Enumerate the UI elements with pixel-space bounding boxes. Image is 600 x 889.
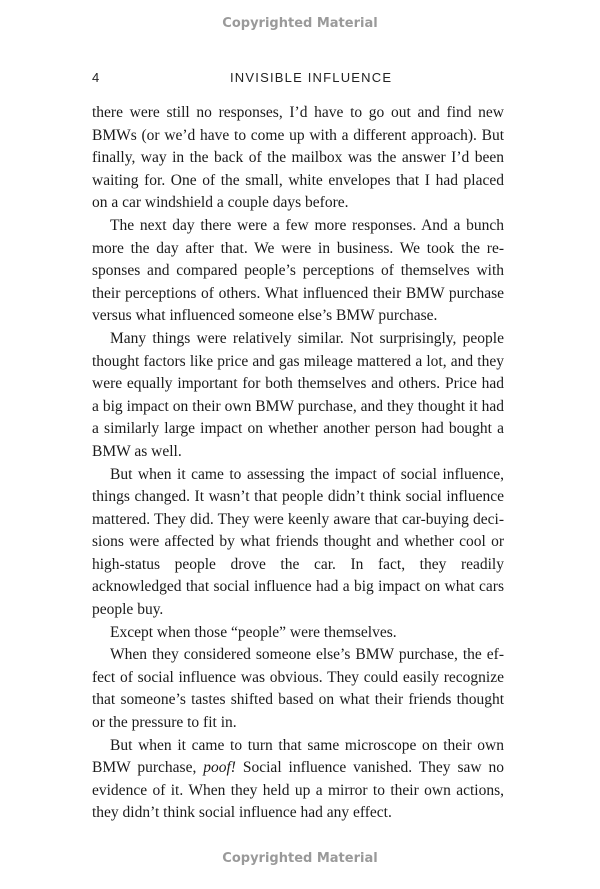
running-head xyxy=(92,70,512,92)
paragraph-7 xyxy=(92,735,504,825)
body-text xyxy=(92,102,504,825)
copyright-watermark-bottom: Copyrighted Material xyxy=(222,851,378,866)
page-number: 4 xyxy=(92,70,101,85)
paragraph-7-after: Social influence vanished. They saw no evidence of it. When they held up a mirror to their own actions, they didn’t think social influence had any effect. xyxy=(92,759,504,822)
paragraph-6: When they considered someone else’s BMW purchase, the effect of social influence was obvious. They could easily recognize that someone’s tastes shifted based on what their friends thought or the pressure to fit in. xyxy=(92,646,504,732)
copyright-watermark-top: Copyrighted Material xyxy=(222,16,378,31)
paragraph-4: But when it came to assessing the impact of social influence, things changed. It wasn’t that people didn’t think social influence mattered. They did. They were keenly aware that car-buying decisions were affected by what friends thought and whether cool or high-status people drove the car. In fact, they readily acknowledged that social influence had a big impact on what cars people buy. xyxy=(92,465,504,619)
paragraph-5: Except when those “people” were themselves. xyxy=(110,623,397,641)
book-title: INVISIBLE INFLUENCE xyxy=(230,70,393,85)
paragraph-2: The next day there were a few more responses. And a bunch more the day after that. We were in business. We took the responses and compared people’s perceptions of themselves with their perceptions of others. What influenced their BMW purchase versus what influenced someone else’s BMW purchase. xyxy=(92,216,504,325)
paragraph-1: there were still no responses, I’d have to go out and find new BMWs (or we’d have to come up with a different approach). But finally, way in the back of the mailbox was the answer I’d been waiting for. One of the small, white envelopes that I had placed on a car windshield a couple days before. xyxy=(92,104,504,212)
paragraph-7-before: But when it came to turn that same microscope on their own BMW purchase, xyxy=(92,736,504,777)
paragraph-7-emphasis: poof! xyxy=(203,759,236,777)
paragraph-3: Many things were relatively similar. Not surprisingly, people thought factors like price and gas mileage mattered a lot, and they were equally important for both themselves and others. Price had a big impact on their own BMW purchase, and they thought it had a similarly large impact on whether another person had bought a BMW as well. xyxy=(92,329,504,460)
